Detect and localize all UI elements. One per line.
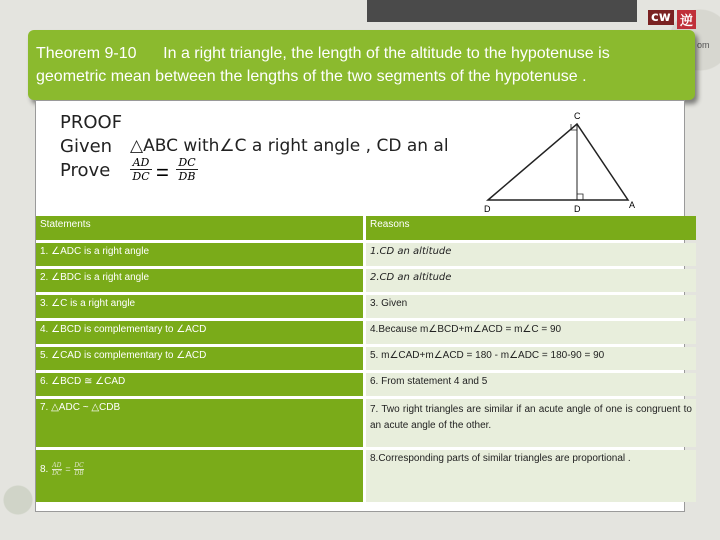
reason-cell: 1.CD an altitude	[366, 243, 696, 266]
reason-cell: 8.Corresponding parts of similar triangles are proportional .	[366, 450, 696, 502]
given-text: △ABC with∠C a right angle , CD an al	[130, 136, 449, 156]
statement-cell	[36, 450, 366, 502]
table-row	[36, 373, 696, 396]
prove-fraction-1: $\frac{AD}{DC}$	[130, 156, 152, 183]
table-row	[36, 295, 696, 318]
theorem-line-1	[36, 42, 687, 65]
vertex-label-d-left: D	[484, 204, 491, 214]
theorem-label: Theorem 9-10	[36, 45, 137, 62]
decorative-logo-text: cw	[648, 10, 674, 25]
reason-cell: 3. Given	[366, 295, 696, 318]
reason-cell: 7. Two right triangles are similar if an acute angle of one is congruent to an acute angle of the other.	[366, 399, 696, 447]
table-row	[36, 399, 696, 447]
table-row	[36, 269, 696, 292]
table-header-row	[36, 216, 696, 240]
table-row	[36, 321, 696, 344]
statement-cell: 4. ∠BCD is complementary to ∠ACD	[36, 321, 366, 344]
prove-label: Prove	[60, 160, 111, 181]
foot-label-d: D	[574, 204, 581, 214]
table-row	[36, 347, 696, 370]
prove-fraction-2: $\frac{DC}{DB}$	[176, 156, 198, 183]
table-row	[36, 450, 696, 502]
statement-cell: 1. ∠ADC is a right angle	[36, 243, 366, 266]
right-angle-mark-foot	[577, 194, 583, 200]
reasons-header: Reasons	[366, 216, 696, 240]
triangle-shape	[488, 124, 628, 200]
reason-cell: 5. m∠CAD+m∠ACD = 180 - m∠ADC = 180-90 = 90	[366, 347, 696, 370]
statement-cell: 7. △ADC ~ △CDB	[36, 399, 366, 447]
decorative-logo-char: 逆	[677, 10, 696, 29]
statement-cell: 3. ∠C is a right angle	[36, 295, 366, 318]
proof-header-image	[60, 110, 465, 190]
prove-equals: =	[156, 160, 169, 185]
statement-fraction-2: $\frac{DC}{DB}$	[74, 462, 84, 477]
theorem-text-1: In a right triangle, the length of the altitude to the hypotenuse is	[163, 45, 610, 62]
statement-cell: 2. ∠BDC is a right angle	[36, 269, 366, 292]
proof-table	[36, 213, 696, 505]
right-triangle-diagram	[470, 104, 680, 216]
statement-equals: =	[65, 464, 71, 475]
vertex-label-c: C	[574, 111, 581, 121]
proof-heading: PROOF	[60, 112, 123, 133]
theorem-title-box	[28, 30, 695, 100]
decorative-url-fragment: om	[697, 40, 710, 50]
statement-cell: 6. ∠BCD ≅ ∠CAD	[36, 373, 366, 396]
reason-cell: 2.CD an altitude	[366, 269, 696, 292]
statement-fraction-1: $\frac{AD}{DC}$	[52, 462, 62, 477]
table-row	[36, 243, 696, 266]
given-label: Given	[60, 136, 113, 157]
reason-cell: 6. From statement 4 and 5	[366, 373, 696, 396]
reason-cell: 4.Because m∠BCD+m∠ACD = m∠C = 90	[366, 321, 696, 344]
statements-header: Statements	[36, 216, 366, 240]
theorem-line-2: geometric mean between the lengths of the two segments of the hypotenuse .	[36, 68, 587, 85]
statement-cell: 5. ∠CAD is complementary to ∠ACD	[36, 347, 366, 370]
statement-number: 8.	[40, 464, 49, 476]
background-photo	[367, 0, 637, 22]
vertex-label-a: A	[629, 200, 636, 210]
